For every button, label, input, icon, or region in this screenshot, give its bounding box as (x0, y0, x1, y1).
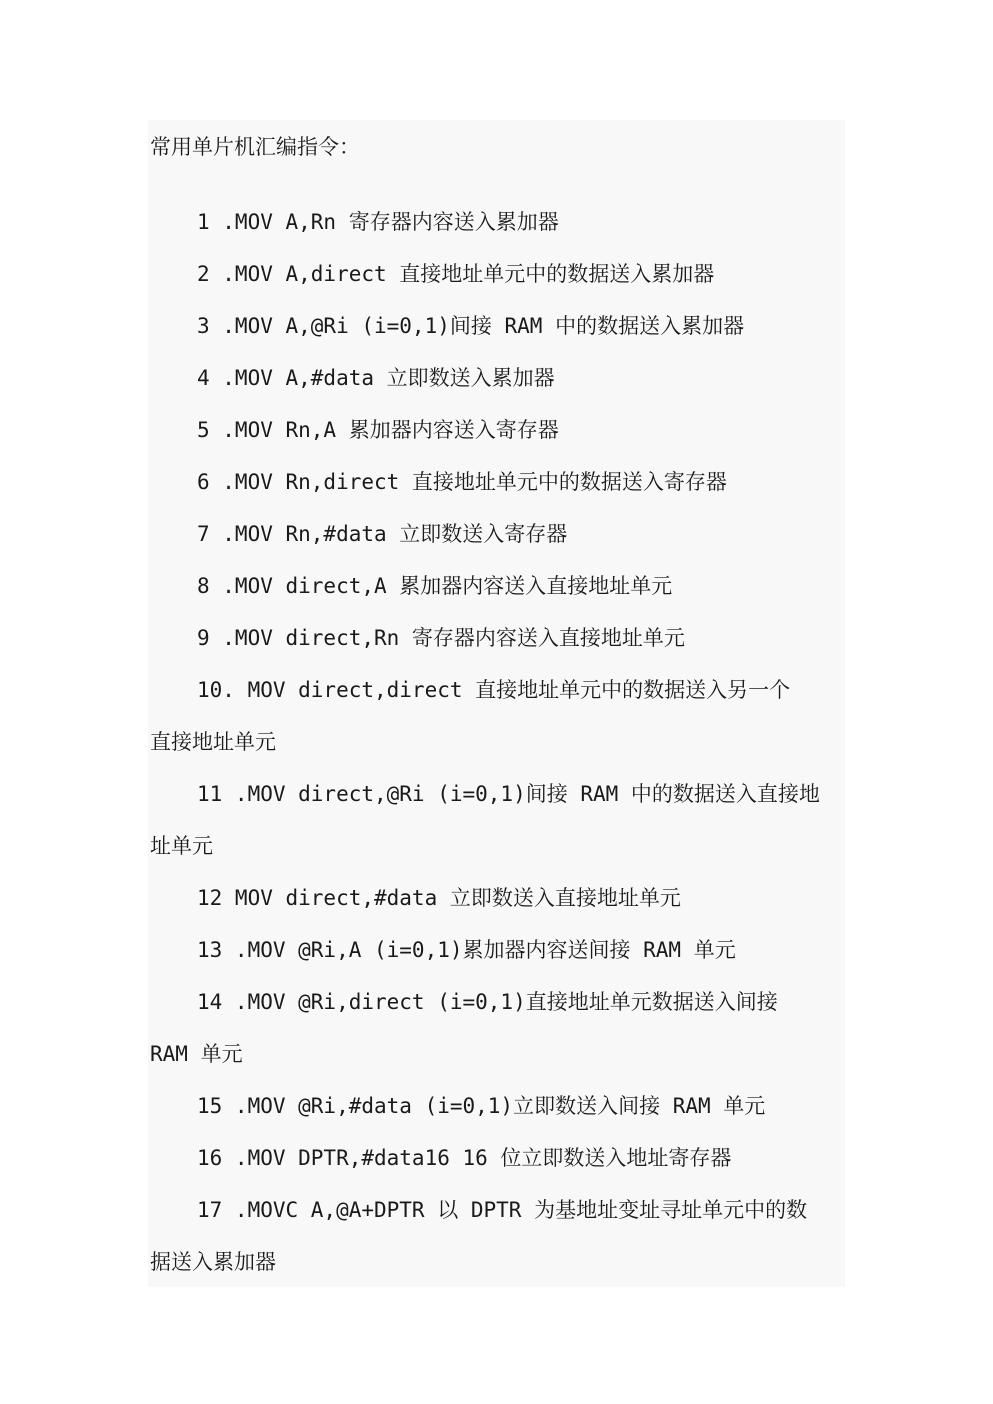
instruction-line-16: 16 .MOV DPTR,#data16 16 位立即数送入地址寄存器 (197, 1146, 732, 1170)
instruction-line-10-continued: 直接地址单元 (150, 730, 276, 754)
instruction-line-14-continued: RAM 单元 (150, 1042, 243, 1066)
instruction-line-15: 15 .MOV @Ri,#data (i=0,1)立即数送入间接 RAM 单元 (197, 1094, 766, 1118)
instruction-line-4: 4 .MOV A,#data 立即数送入累加器 (197, 366, 555, 390)
instruction-line-12: 12 MOV direct,#data 立即数送入直接地址单元 (197, 886, 681, 910)
instruction-line-2: 2 .MOV A,direct 直接地址单元中的数据送入累加器 (197, 262, 715, 286)
instruction-line-3: 3 .MOV A,@Ri (i=0,1)间接 RAM 中的数据送入累加器 (197, 314, 745, 338)
instruction-line-14: 14 .MOV @Ri,direct (i=0,1)直接地址单元数据送入间接 (197, 990, 778, 1014)
page-title: 常用单片机汇编指令： (150, 135, 360, 159)
instruction-line-10: 10. MOV direct,direct 直接地址单元中的数据送入另一个 (197, 678, 791, 702)
instruction-line-6: 6 .MOV Rn,direct 直接地址单元中的数据送入寄存器 (197, 470, 727, 494)
instruction-line-1: 1 .MOV A,Rn 寄存器内容送入累加器 (197, 210, 559, 234)
instruction-line-17-continued: 据送入累加器 (150, 1250, 276, 1274)
instruction-line-13: 13 .MOV @Ri,A (i=0,1)累加器内容送间接 RAM 单元 (197, 938, 736, 962)
instruction-line-9: 9 .MOV direct,Rn 寄存器内容送入直接地址单元 (197, 626, 685, 650)
instruction-line-8: 8 .MOV direct,A 累加器内容送入直接地址单元 (197, 574, 673, 598)
instruction-line-11-continued: 址单元 (150, 834, 213, 858)
instruction-line-5: 5 .MOV Rn,A 累加器内容送入寄存器 (197, 418, 559, 442)
instruction-line-7: 7 .MOV Rn,#data 立即数送入寄存器 (197, 522, 568, 546)
instruction-line-11: 11 .MOV direct,@Ri (i=0,1)间接 RAM 中的数据送入直接地 (197, 782, 820, 806)
instruction-line-17: 17 .MOVC A,@A+DPTR 以 DPTR 为基地址变址寻址单元中的数 (197, 1198, 808, 1222)
